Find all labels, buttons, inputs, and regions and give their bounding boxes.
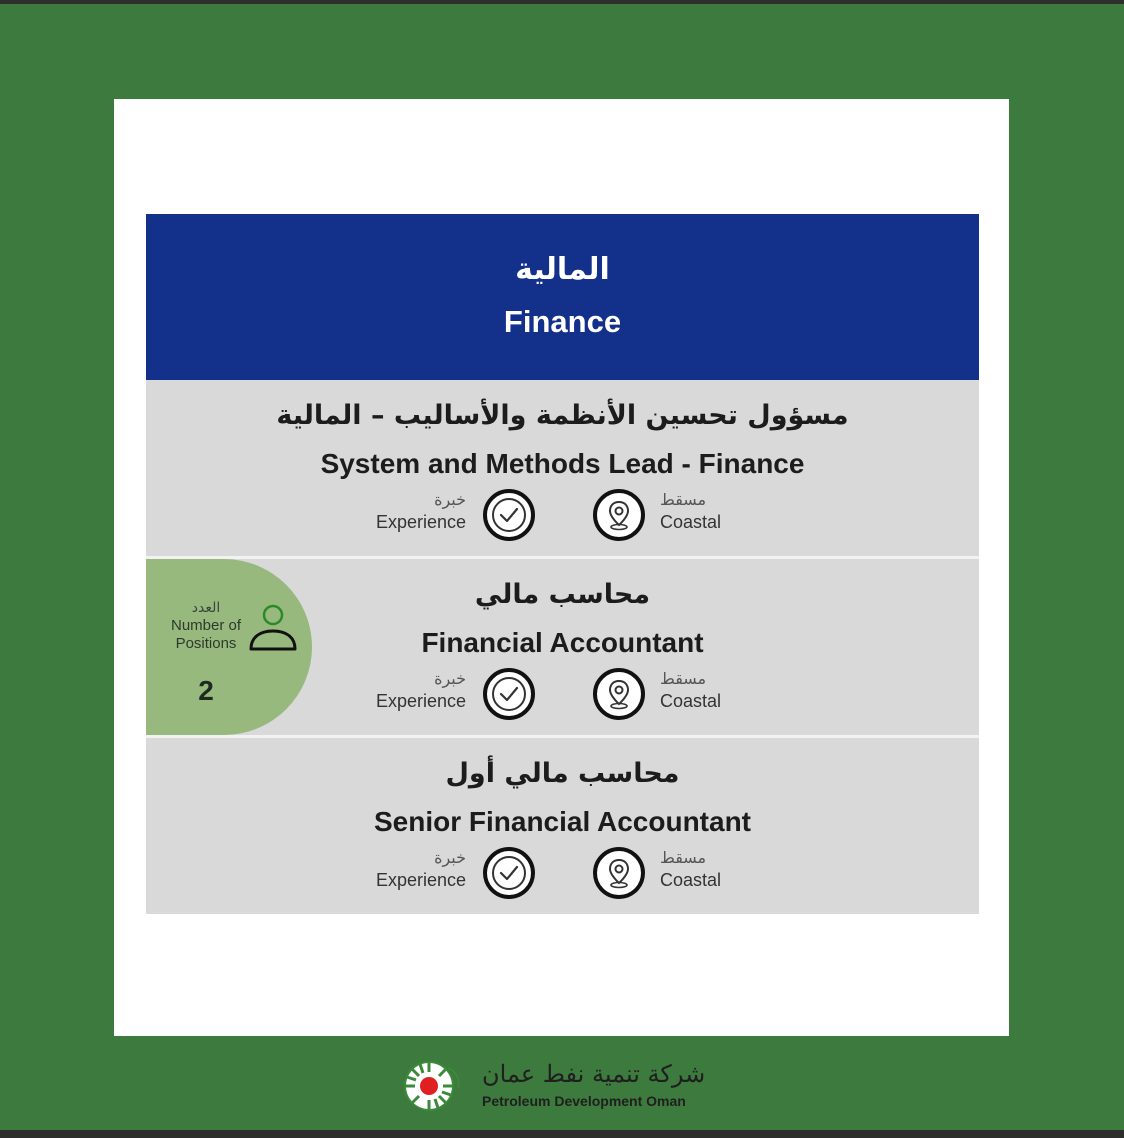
check-circle-icon bbox=[482, 667, 536, 721]
department-title-english: Finance bbox=[503, 304, 622, 339]
pdo-emblem-icon bbox=[402, 1058, 462, 1119]
experience-label bbox=[361, 669, 466, 713]
location-label bbox=[660, 669, 721, 713]
content-card bbox=[114, 99, 1009, 1036]
positions-label-english: Number of Positions bbox=[170, 617, 242, 652]
location-label-english: Coastal bbox=[660, 691, 722, 711]
location-pin-icon bbox=[592, 488, 646, 542]
job-title-arabic: محاسب مالي أول bbox=[445, 758, 680, 789]
bottom-border bbox=[0, 1130, 1124, 1138]
job-title-arabic: محاسب مالي bbox=[474, 579, 651, 610]
experience-label-arabic: خبرة bbox=[434, 669, 466, 688]
job-row bbox=[146, 380, 979, 559]
department-title-arabic: المالية bbox=[515, 252, 610, 287]
company-logo bbox=[402, 1058, 732, 1114]
experience-label-english: Experience bbox=[375, 691, 466, 711]
job-title-english: Senior Financial Accountant bbox=[373, 806, 751, 837]
experience-label-english: Experience bbox=[375, 870, 466, 890]
experience-label bbox=[361, 848, 466, 892]
location-pin-icon bbox=[592, 846, 646, 900]
experience-label-english: Experience bbox=[375, 512, 466, 532]
company-name-arabic: شركة تنمية نفط عمان bbox=[482, 1060, 706, 1088]
department-header bbox=[146, 214, 979, 380]
location-label-arabic: مسقط bbox=[660, 490, 707, 509]
top-border bbox=[0, 0, 1124, 4]
company-name-english: Petroleum Development Oman bbox=[482, 1093, 686, 1109]
job-title-english: System and Methods Lead - Finance bbox=[320, 448, 805, 479]
experience-label-arabic: خبرة bbox=[434, 848, 466, 867]
location-label-arabic: مسقط bbox=[660, 669, 707, 688]
positions-count: 2 bbox=[198, 675, 214, 706]
job-row bbox=[146, 738, 979, 914]
experience-label-arabic: خبرة bbox=[434, 490, 466, 509]
check-circle-icon bbox=[482, 488, 536, 542]
job-title-arabic: مسؤول تحسين الأنظمة والأساليب – المالية bbox=[276, 400, 849, 431]
experience-label bbox=[361, 490, 466, 534]
department-panel bbox=[146, 214, 979, 914]
location-label bbox=[660, 848, 721, 892]
location-label-english: Coastal bbox=[660, 870, 722, 890]
check-circle-icon bbox=[482, 846, 536, 900]
job-row bbox=[146, 559, 979, 738]
location-pin-icon bbox=[592, 667, 646, 721]
positions-label-arabic: العدد bbox=[191, 600, 221, 616]
job-title-english: Financial Accountant bbox=[421, 627, 704, 658]
location-label-english: Coastal bbox=[660, 512, 722, 532]
location-label bbox=[660, 490, 721, 534]
location-label-arabic: مسقط bbox=[660, 848, 707, 867]
